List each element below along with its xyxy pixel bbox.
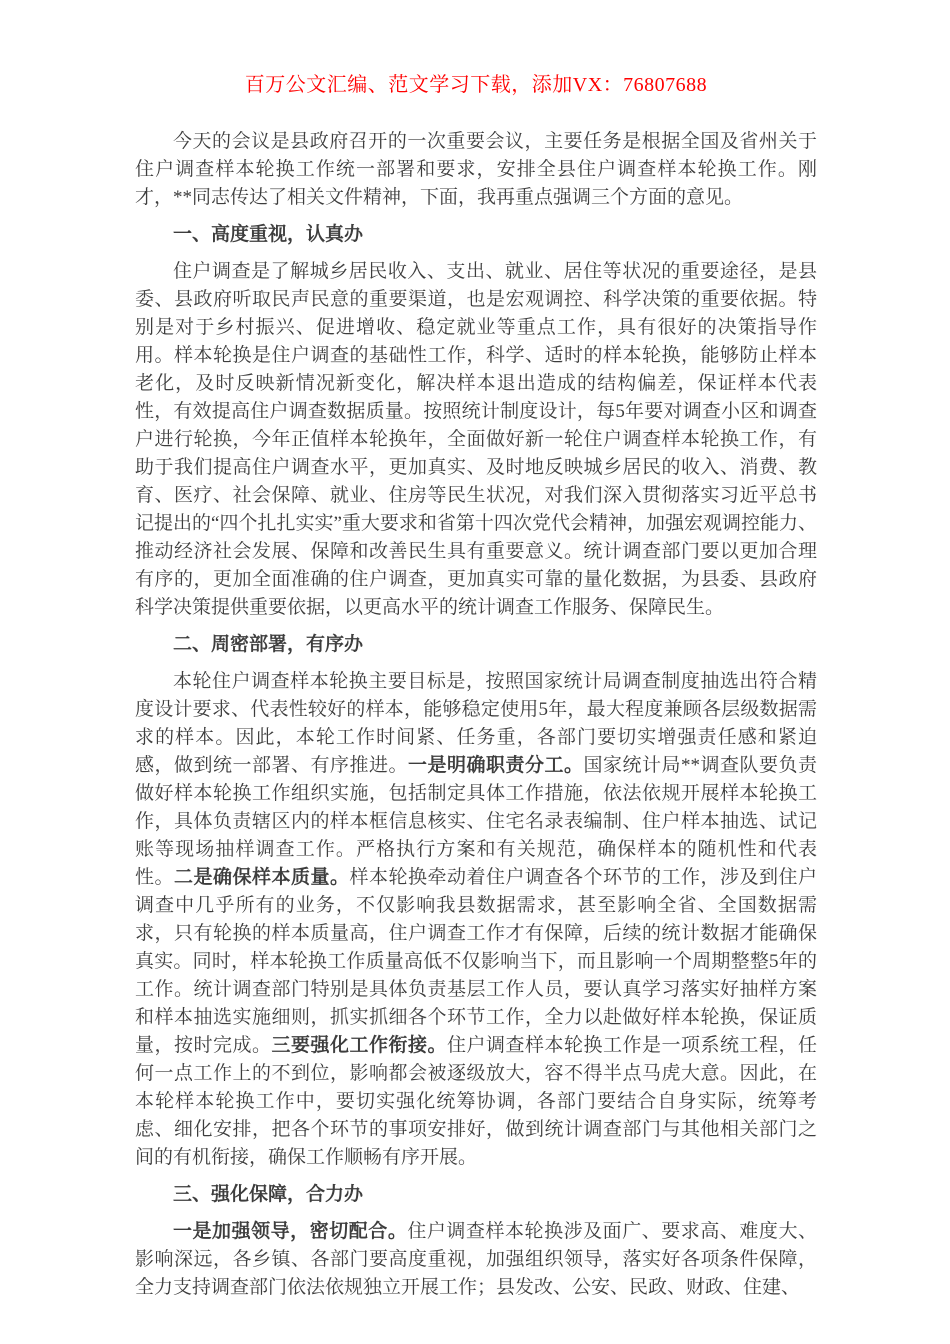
paragraph [135,128,817,212]
paragraph [135,1218,817,1302]
text-run: 住户调查样本轮换涉及面广、要求高、难度大、影响深远，各乡镇、各部门要高度重视，加强组织领导，落实好各项条件保障，全力支持调查部门依法依规独立开展工作；县发改、公安、民政、财政、住建、 [135,1221,817,1298]
promo-header-text: 百万公文汇编、范文学习下载，添加VX：76807688 [244,74,708,96]
paragraph [135,258,817,622]
bold-text-run: 一、高度重视，认真办 [173,224,364,245]
bold-text-run: 二是确保样本质量。 [174,867,350,888]
text-run: 今天的会议是县政府召开的一次重要会议，主要任务是根据全国及省州关于住户调查样本轮换工作统一部署和要求，安排全县住户调查样本轮换工作。刚才，**同志传达了相关文件精神，下面，我再重点强调三个方面的意见。 [135,131,817,208]
section-heading [135,1181,817,1209]
text-run: 样本轮换牵动着住户调查各个环节的工作，涉及到住户调查中几乎所有的业务，不仅影响我县数据需求，甚至影响全省、全国数据需求，只有轮换的样本质量高，住户调查工作才有保障，后续的统计数据才能确保真实。同时，样本轮换工作质量高低不仅影响当下，而且影响一个周期整整5年的工作。统计调查部门特别是具体负责基层工作人员，要认真学习落实好抽样方案和样本抽选实施细则，抓实抓细各个环节工作，全力以赴做好样本轮换，保证质量，按时完成。 [135,867,817,1056]
text-run: 本轮住户调查样本轮换主要目标是，按照国家统计局调查制度抽选出符合精度设计要求、代表性较好的样本，能够稳定使用5年，最大程度兼顾各层级数据需求的样本。因此，本轮工作时间紧、任务重，各部门要切实增强责任感和紧迫感，做到统一部署、有序推进。 [135,671,817,776]
text-run: 国家统计局**调查队要负责做好样本轮换工作组织实施，包括制定具体工作措施，依法依规开展样本轮换工作，具体负责辖区内的样本框信息核实、住宅名录表编制、住户样本抽选、试记账等现场抽样调查工作。严格执行方案和有关规范，确保样本的随机性和代表性。 [135,755,817,888]
bold-text-run: 二、周密部署，有序办 [173,634,364,655]
document-body [135,128,817,1302]
section-heading [135,631,817,659]
bold-text-run: 三、强化保障，合力办 [173,1184,364,1205]
section-heading [135,221,817,249]
text-run: 住户调查样本轮换工作是一项系统工程，任何一点工作上的不到位，影响都会被逐级放大，容不得半点马虎大意。因此，在本轮样本轮换工作中，要切实强化统筹协调，各部门要结合自身实际，统筹考虑、细化安排，把各个环节的事项安排好，做到统计调查部门与其他相关部门之间的有机衔接，确保工作顺畅有序开展。 [135,1035,817,1168]
bold-text-run: 一是加强领导，密切配合。 [173,1221,408,1242]
paragraph [135,668,817,1172]
bold-text-run: 一是明确职责分工。 [407,755,584,776]
text-run: 住户调查是了解城乡居民收入、支出、就业、居住等状况的重要途径，是县委、县政府听取民声民意的重要渠道，也是宏观调控、科学决策的重要依据。特别是对于乡村振兴、促进增收、稳定就业等重点工作，具有很好的决策指导作用。样本轮换是住户调查的基础性工作，科学、适时的样本轮换，能够防止样本老化，及时反映新情况新变化，解决样本退出造成的结构偏差，保证样本代表性，有效提高住户调查数据质量。按照统计制度设计，每5年要对调查小区和调查户进行轮换，今年正值样本轮换年，全面做好新一轮住户调查样本轮换工作，有助于我们提高住户调查水平，更加真实、及时地反映城乡居民的收入、消费、教育、医疗、社会保障、就业、住房等民生状况，对我们深入贯彻落实习近平总书记提出的“四个扎扎实实”重大要求和省第十四次党代会精神，加强宏观调控能力、推动经济社会发展、保障和改善民生具有重要意义。统计调查部门要以更加合理有序的，更加全面准确的住户调查，更加真实可靠的量化数据，为县委、县政府科学决策提供重要依据，以更高水平的统计调查工作服务、保障民生。 [135,261,817,618]
bold-text-run: 三要强化工作衔接。 [271,1035,447,1056]
